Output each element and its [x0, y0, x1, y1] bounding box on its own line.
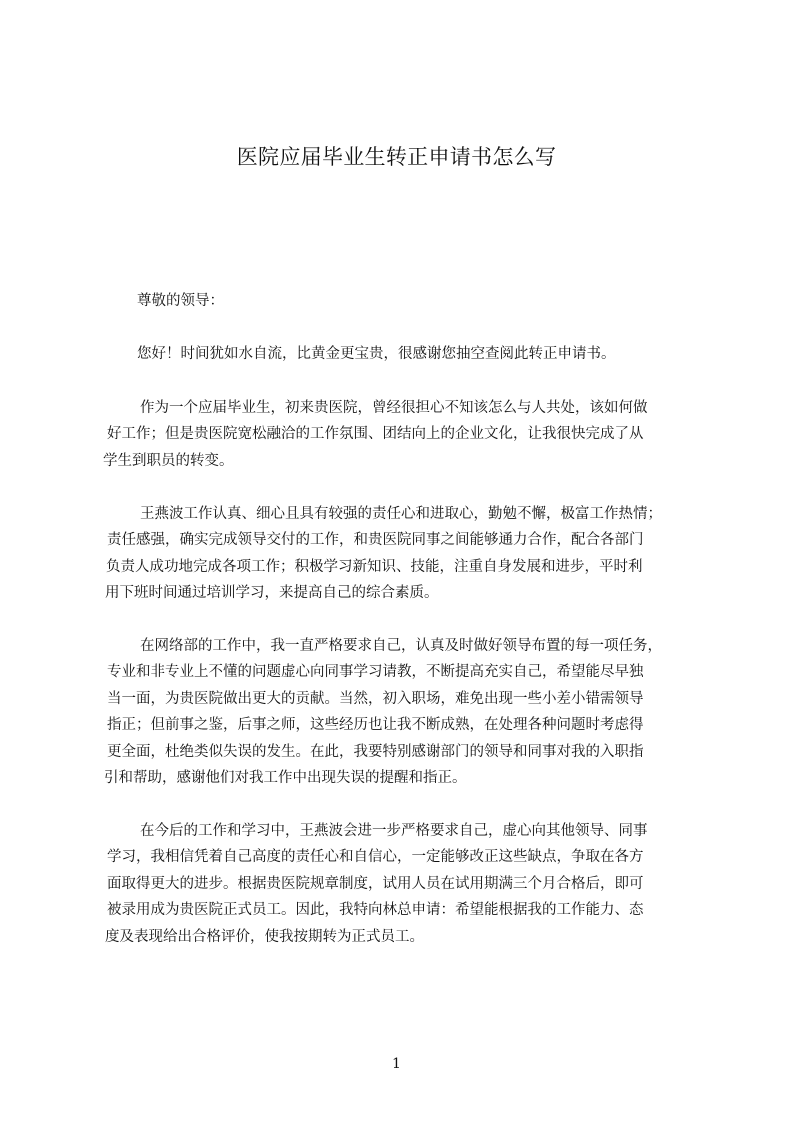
- paragraph-5-line-1: 在今后的工作和学习中，王燕波会进一步严格要求自己，虚心向其他领导、同事: [140, 823, 648, 839]
- paragraph-5-line-2: 学习，我相信凭着自己高度的责任心和自信心，一定能够改正这些缺点，争取在各方: [107, 849, 644, 865]
- paragraph-2-line-3: 学生到职员的转变。: [103, 453, 234, 469]
- paragraph-4-line-2: 专业和非专业上不懂的问题虚心向同事学习请教，不断提高充实自己，希望能尽早独: [107, 664, 644, 680]
- paragraph-4-line-6: 引和帮助，感谢他们对我工作中出现失误的提醒和指正。: [104, 770, 467, 786]
- paragraph-1-line-1: 您好！时间犹如水自流，比黄金更宝贵，很感谢您抽空查阅此转正申请书。: [137, 346, 616, 362]
- paragraph-5-line-5: 度及表现给出合格评价，使我按期转为正式员工。: [105, 929, 424, 945]
- greeting: 尊敬的领导：: [137, 293, 224, 309]
- paragraph-3-line-3: 负责人成功地完成各项工作；积极学习新知识、技能，注重自身发展和进步，平时利: [106, 559, 643, 575]
- paragraph-4-line-4: 指正；但前事之鉴，后事之师，这些经历也让我不断成熟，在处理各种问题时考虑得: [107, 717, 644, 733]
- page-number: 1: [392, 1056, 401, 1072]
- paragraph-4-line-3: 当一面，为贵医院做出更大的贡献。当然，初入职场，难免出现一些小差小错需领导: [107, 691, 644, 707]
- paragraph-5-line-4: 被录用成为贵医院正式员工。因此，我特向林总申请：希望能根据我的工作能力、态: [107, 902, 644, 918]
- paragraph-2-line-2: 好工作；但是贵医院宽松融洽的工作氛围、团结向上的企业文化，让我很快完成了从: [107, 426, 644, 442]
- paragraph-4-line-1: 在网络部的工作中，我一直严格要求自己，认真及时做好领导布置的每一项任务，: [140, 638, 662, 654]
- paragraph-5-line-3: 面取得更大的进步。根据贵医院规章制度，试用人员在试用期满三个月合格后，即可: [107, 876, 644, 892]
- paragraph-3-line-2: 责任感强，确实完成领导交付的工作，和贵医院同事之间能够通力合作，配合各部门: [107, 532, 644, 548]
- paragraph-4-line-5: 更全面，杜绝类似失误的发生。在此，我要特别感谢部门的领导和同事对我的入职指: [107, 744, 644, 760]
- paragraph-2-line-1: 作为一个应届毕业生，初来贵医院，曾经很担心不知该怎么与人共处，该如何做: [140, 400, 648, 416]
- paragraph-3-line-1: 王燕波工作认真、细心且具有较强的责任心和进取心，勤勉不懈，极富工作热情；: [140, 506, 662, 522]
- paragraph-3-line-4: 用下班时间通过培训学习，来提高自己的综合素质。: [105, 585, 439, 601]
- page-title: 医院应届毕业生转正申请书怎么写: [236, 145, 557, 169]
